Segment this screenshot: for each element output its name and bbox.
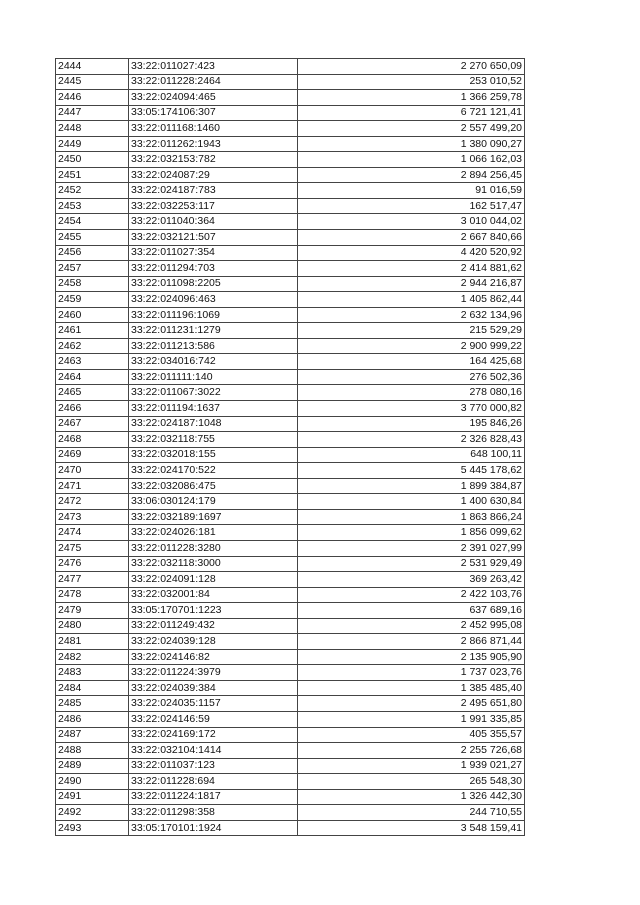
cadastral-number-cell: 33:22:024035:1157: [129, 696, 298, 712]
table-row: [56, 509, 525, 525]
cadastral-value-cell: 2 391 027,99: [298, 540, 525, 556]
cadastral-number-cell: 33:22:032018:155: [129, 447, 298, 463]
row-number-cell: 2486: [56, 711, 129, 727]
row-number-cell: 2492: [56, 805, 129, 821]
cadastral-number-cell: 33:22:032153:782: [129, 152, 298, 168]
cadastral-number-cell: 33:22:011262:1943: [129, 136, 298, 152]
cadastral-number-cell: 33:22:032118:3000: [129, 556, 298, 572]
cadastral-number-cell: 33:22:011168:1460: [129, 121, 298, 137]
cadastral-value-cell: 1 939 021,27: [298, 758, 525, 774]
row-number-cell: 2474: [56, 525, 129, 541]
table-row: [56, 432, 525, 448]
row-number-cell: 2444: [56, 59, 129, 75]
table-row: [56, 587, 525, 603]
table-row: [56, 820, 525, 836]
table-row: [56, 603, 525, 619]
table-row: [56, 214, 525, 230]
cadastral-value-cell: 6 721 121,41: [298, 105, 525, 121]
table-row: [56, 401, 525, 417]
cadastral-value-cell: 2 495 651,80: [298, 696, 525, 712]
row-number-cell: 2465: [56, 385, 129, 401]
row-number-cell: 2478: [56, 587, 129, 603]
cadastral-value-cell: 2 452 995,08: [298, 618, 525, 634]
cadastral-number-cell: 33:22:011027:423: [129, 59, 298, 75]
row-number-cell: 2489: [56, 758, 129, 774]
cadastral-number-cell: 33:22:011224:3979: [129, 665, 298, 681]
cadastral-value-table: [55, 58, 525, 836]
row-number-cell: 2491: [56, 789, 129, 805]
table-row: [56, 618, 525, 634]
row-number-cell: 2468: [56, 432, 129, 448]
row-number-cell: 2484: [56, 680, 129, 696]
cadastral-number-cell: 33:22:032086:475: [129, 478, 298, 494]
row-number-cell: 2475: [56, 540, 129, 556]
cadastral-value-cell: 1 366 259,78: [298, 90, 525, 106]
cadastral-number-cell: 33:22:024187:1048: [129, 416, 298, 432]
row-number-cell: 2477: [56, 572, 129, 588]
table-row: [56, 354, 525, 370]
table-row: [56, 711, 525, 727]
cadastral-value-cell: 648 100,11: [298, 447, 525, 463]
cadastral-number-cell: 33:22:011040:364: [129, 214, 298, 230]
table-row: [56, 105, 525, 121]
row-number-cell: 2471: [56, 478, 129, 494]
cadastral-value-cell: 253 010,52: [298, 74, 525, 90]
table-row: [56, 385, 525, 401]
cadastral-number-cell: 33:22:011196:1069: [129, 307, 298, 323]
row-number-cell: 2454: [56, 214, 129, 230]
cadastral-number-cell: 33:06:030124:179: [129, 494, 298, 510]
row-number-cell: 2451: [56, 167, 129, 183]
cadastral-value-cell: 278 080,16: [298, 385, 525, 401]
cadastral-number-cell: 33:22:024091:128: [129, 572, 298, 588]
cadastral-value-cell: 1 863 866,24: [298, 509, 525, 525]
row-number-cell: 2460: [56, 307, 129, 323]
cadastral-value-cell: 1 385 485,40: [298, 680, 525, 696]
cadastral-number-cell: 33:05:170101:1924: [129, 820, 298, 836]
table-row: [56, 463, 525, 479]
cadastral-number-cell: 33:22:024039:384: [129, 680, 298, 696]
cadastral-value-cell: 5 445 178,62: [298, 463, 525, 479]
cadastral-number-cell: 33:22:024146:59: [129, 711, 298, 727]
cadastral-number-cell: 33:22:011027:354: [129, 245, 298, 261]
table-row: [56, 276, 525, 292]
cadastral-value-cell: 3 770 000,82: [298, 401, 525, 417]
cadastral-number-cell: 33:22:024187:783: [129, 183, 298, 199]
row-number-cell: 2488: [56, 743, 129, 759]
cadastral-number-cell: 33:22:024096:463: [129, 292, 298, 308]
table-row: [56, 261, 525, 277]
table-row: [56, 152, 525, 168]
cadastral-value-cell: 244 710,55: [298, 805, 525, 821]
cadastral-value-cell: 1 991 335,85: [298, 711, 525, 727]
table-row: [56, 167, 525, 183]
cadastral-value-cell: 369 263,42: [298, 572, 525, 588]
table-row: [56, 556, 525, 572]
cadastral-number-cell: 33:22:024087:29: [129, 167, 298, 183]
row-number-cell: 2462: [56, 338, 129, 354]
cadastral-number-cell: 33:22:034016:742: [129, 354, 298, 370]
cadastral-value-cell: 4 420 520,92: [298, 245, 525, 261]
row-number-cell: 2449: [56, 136, 129, 152]
table-row: [56, 649, 525, 665]
table-row: [56, 90, 525, 106]
cadastral-value-cell: 1 899 384,87: [298, 478, 525, 494]
cadastral-value-cell: 1 380 090,27: [298, 136, 525, 152]
cadastral-value-cell: 2 667 840,66: [298, 230, 525, 246]
row-number-cell: 2448: [56, 121, 129, 137]
cadastral-value-cell: 195 846,26: [298, 416, 525, 432]
table-row: [56, 680, 525, 696]
cadastral-value-cell: 2 531 929,49: [298, 556, 525, 572]
table-row: [56, 572, 525, 588]
cadastral-number-cell: 33:22:011249:432: [129, 618, 298, 634]
cadastral-number-cell: 33:22:024169:172: [129, 727, 298, 743]
row-number-cell: 2482: [56, 649, 129, 665]
row-number-cell: 2479: [56, 603, 129, 619]
row-number-cell: 2483: [56, 665, 129, 681]
table-row: [56, 665, 525, 681]
row-number-cell: 2447: [56, 105, 129, 121]
cadastral-value-cell: 2 557 499,20: [298, 121, 525, 137]
table-row: [56, 634, 525, 650]
table-row: [56, 789, 525, 805]
cadastral-value-cell: 2 414 881,62: [298, 261, 525, 277]
cadastral-value-cell: 637 689,16: [298, 603, 525, 619]
cadastral-value-cell: 405 355,57: [298, 727, 525, 743]
cadastral-value-cell: 265 548,30: [298, 774, 525, 790]
row-number-cell: 2458: [56, 276, 129, 292]
cadastral-value-cell: 276 502,36: [298, 369, 525, 385]
cadastral-number-cell: 33:05:174106:307: [129, 105, 298, 121]
cadastral-value-cell: 162 517,47: [298, 198, 525, 214]
cadastral-value-cell: 2 900 999,22: [298, 338, 525, 354]
cadastral-value-cell: 1 856 099,62: [298, 525, 525, 541]
table-row: [56, 774, 525, 790]
cadastral-value-cell: 1 326 442,30: [298, 789, 525, 805]
table-row: [56, 230, 525, 246]
cadastral-value-cell: 2 270 650,09: [298, 59, 525, 75]
row-number-cell: 2467: [56, 416, 129, 432]
cadastral-value-cell: 2 894 256,45: [298, 167, 525, 183]
cadastral-value-cell: 1 066 162,03: [298, 152, 525, 168]
row-number-cell: 2463: [56, 354, 129, 370]
cadastral-value-cell: 2 944 216,87: [298, 276, 525, 292]
cadastral-number-cell: 33:22:032001:84: [129, 587, 298, 603]
cadastral-number-cell: 33:22:011298:358: [129, 805, 298, 821]
row-number-cell: 2456: [56, 245, 129, 261]
table-row: [56, 696, 525, 712]
cadastral-number-cell: 33:22:032189:1697: [129, 509, 298, 525]
table-row: [56, 416, 525, 432]
cadastral-number-cell: 33:22:024146:82: [129, 649, 298, 665]
cadastral-number-cell: 33:22:024094:465: [129, 90, 298, 106]
row-number-cell: 2464: [56, 369, 129, 385]
cadastral-number-cell: 33:22:011098:2205: [129, 276, 298, 292]
cadastral-number-cell: 33:22:011228:694: [129, 774, 298, 790]
cadastral-number-cell: 33:22:032118:755: [129, 432, 298, 448]
row-number-cell: 2461: [56, 323, 129, 339]
table-row: [56, 727, 525, 743]
table-row: [56, 74, 525, 90]
cadastral-number-cell: 33:22:024170:522: [129, 463, 298, 479]
cadastral-number-cell: 33:22:024026:181: [129, 525, 298, 541]
row-number-cell: 2473: [56, 509, 129, 525]
row-number-cell: 2470: [56, 463, 129, 479]
table-row: [56, 369, 525, 385]
cadastral-number-cell: 33:22:011194:1637: [129, 401, 298, 417]
cadastral-number-cell: 33:22:011037:123: [129, 758, 298, 774]
row-number-cell: 2490: [56, 774, 129, 790]
table-row: [56, 292, 525, 308]
row-number-cell: 2450: [56, 152, 129, 168]
table-body: [56, 59, 525, 836]
table-row: [56, 198, 525, 214]
table-row: [56, 323, 525, 339]
table-row: [56, 136, 525, 152]
cadastral-value-cell: 3 548 159,41: [298, 820, 525, 836]
cadastral-value-cell: 3 010 044,02: [298, 214, 525, 230]
row-number-cell: 2480: [56, 618, 129, 634]
row-number-cell: 2446: [56, 90, 129, 106]
row-number-cell: 2493: [56, 820, 129, 836]
table-row: [56, 478, 525, 494]
table-row: [56, 447, 525, 463]
cadastral-value-cell: 1 737 023,76: [298, 665, 525, 681]
cadastral-value-cell: 91 016,59: [298, 183, 525, 199]
cadastral-number-cell: 33:22:011228:3280: [129, 540, 298, 556]
cadastral-number-cell: 33:05:170701:1223: [129, 603, 298, 619]
table-row: [56, 183, 525, 199]
row-number-cell: 2485: [56, 696, 129, 712]
table-row: [56, 525, 525, 541]
table-row: [56, 743, 525, 759]
cadastral-value-cell: 1 405 862,44: [298, 292, 525, 308]
cadastral-value-cell: 2 135 905,90: [298, 649, 525, 665]
cadastral-number-cell: 33:22:011228:2464: [129, 74, 298, 90]
cadastral-number-cell: 33:22:011231:1279: [129, 323, 298, 339]
row-number-cell: 2487: [56, 727, 129, 743]
cadastral-value-cell: 2 422 103,76: [298, 587, 525, 603]
cadastral-number-cell: 33:22:032121:507: [129, 230, 298, 246]
table-row: [56, 121, 525, 137]
table-row: [56, 338, 525, 354]
cadastral-value-cell: 2 255 726,68: [298, 743, 525, 759]
cadastral-number-cell: 33:22:032253:117: [129, 198, 298, 214]
cadastral-value-cell: 2 866 871,44: [298, 634, 525, 650]
table-row: [56, 540, 525, 556]
cadastral-number-cell: 33:22:011067:3022: [129, 385, 298, 401]
row-number-cell: 2455: [56, 230, 129, 246]
cadastral-number-cell: 33:22:011111:140: [129, 369, 298, 385]
row-number-cell: 2457: [56, 261, 129, 277]
table-row: [56, 307, 525, 323]
row-number-cell: 2466: [56, 401, 129, 417]
row-number-cell: 2469: [56, 447, 129, 463]
cadastral-number-cell: 33:22:032104:1414: [129, 743, 298, 759]
cadastral-value-cell: 1 400 630,84: [298, 494, 525, 510]
table-row: [56, 494, 525, 510]
row-number-cell: 2476: [56, 556, 129, 572]
cadastral-value-cell: 2 632 134,96: [298, 307, 525, 323]
cadastral-number-cell: 33:22:011213:586: [129, 338, 298, 354]
table-row: [56, 59, 525, 75]
row-number-cell: 2481: [56, 634, 129, 650]
table-row: [56, 805, 525, 821]
cadastral-value-cell: 164 425,68: [298, 354, 525, 370]
table-row: [56, 245, 525, 261]
table-row: [56, 758, 525, 774]
cadastral-value-cell: 215 529,29: [298, 323, 525, 339]
cadastral-value-cell: 2 326 828,43: [298, 432, 525, 448]
row-number-cell: 2472: [56, 494, 129, 510]
cadastral-number-cell: 33:22:011224:1817: [129, 789, 298, 805]
row-number-cell: 2452: [56, 183, 129, 199]
row-number-cell: 2459: [56, 292, 129, 308]
cadastral-number-cell: 33:22:024039:128: [129, 634, 298, 650]
cadastral-number-cell: 33:22:011294:703: [129, 261, 298, 277]
row-number-cell: 2445: [56, 74, 129, 90]
row-number-cell: 2453: [56, 198, 129, 214]
